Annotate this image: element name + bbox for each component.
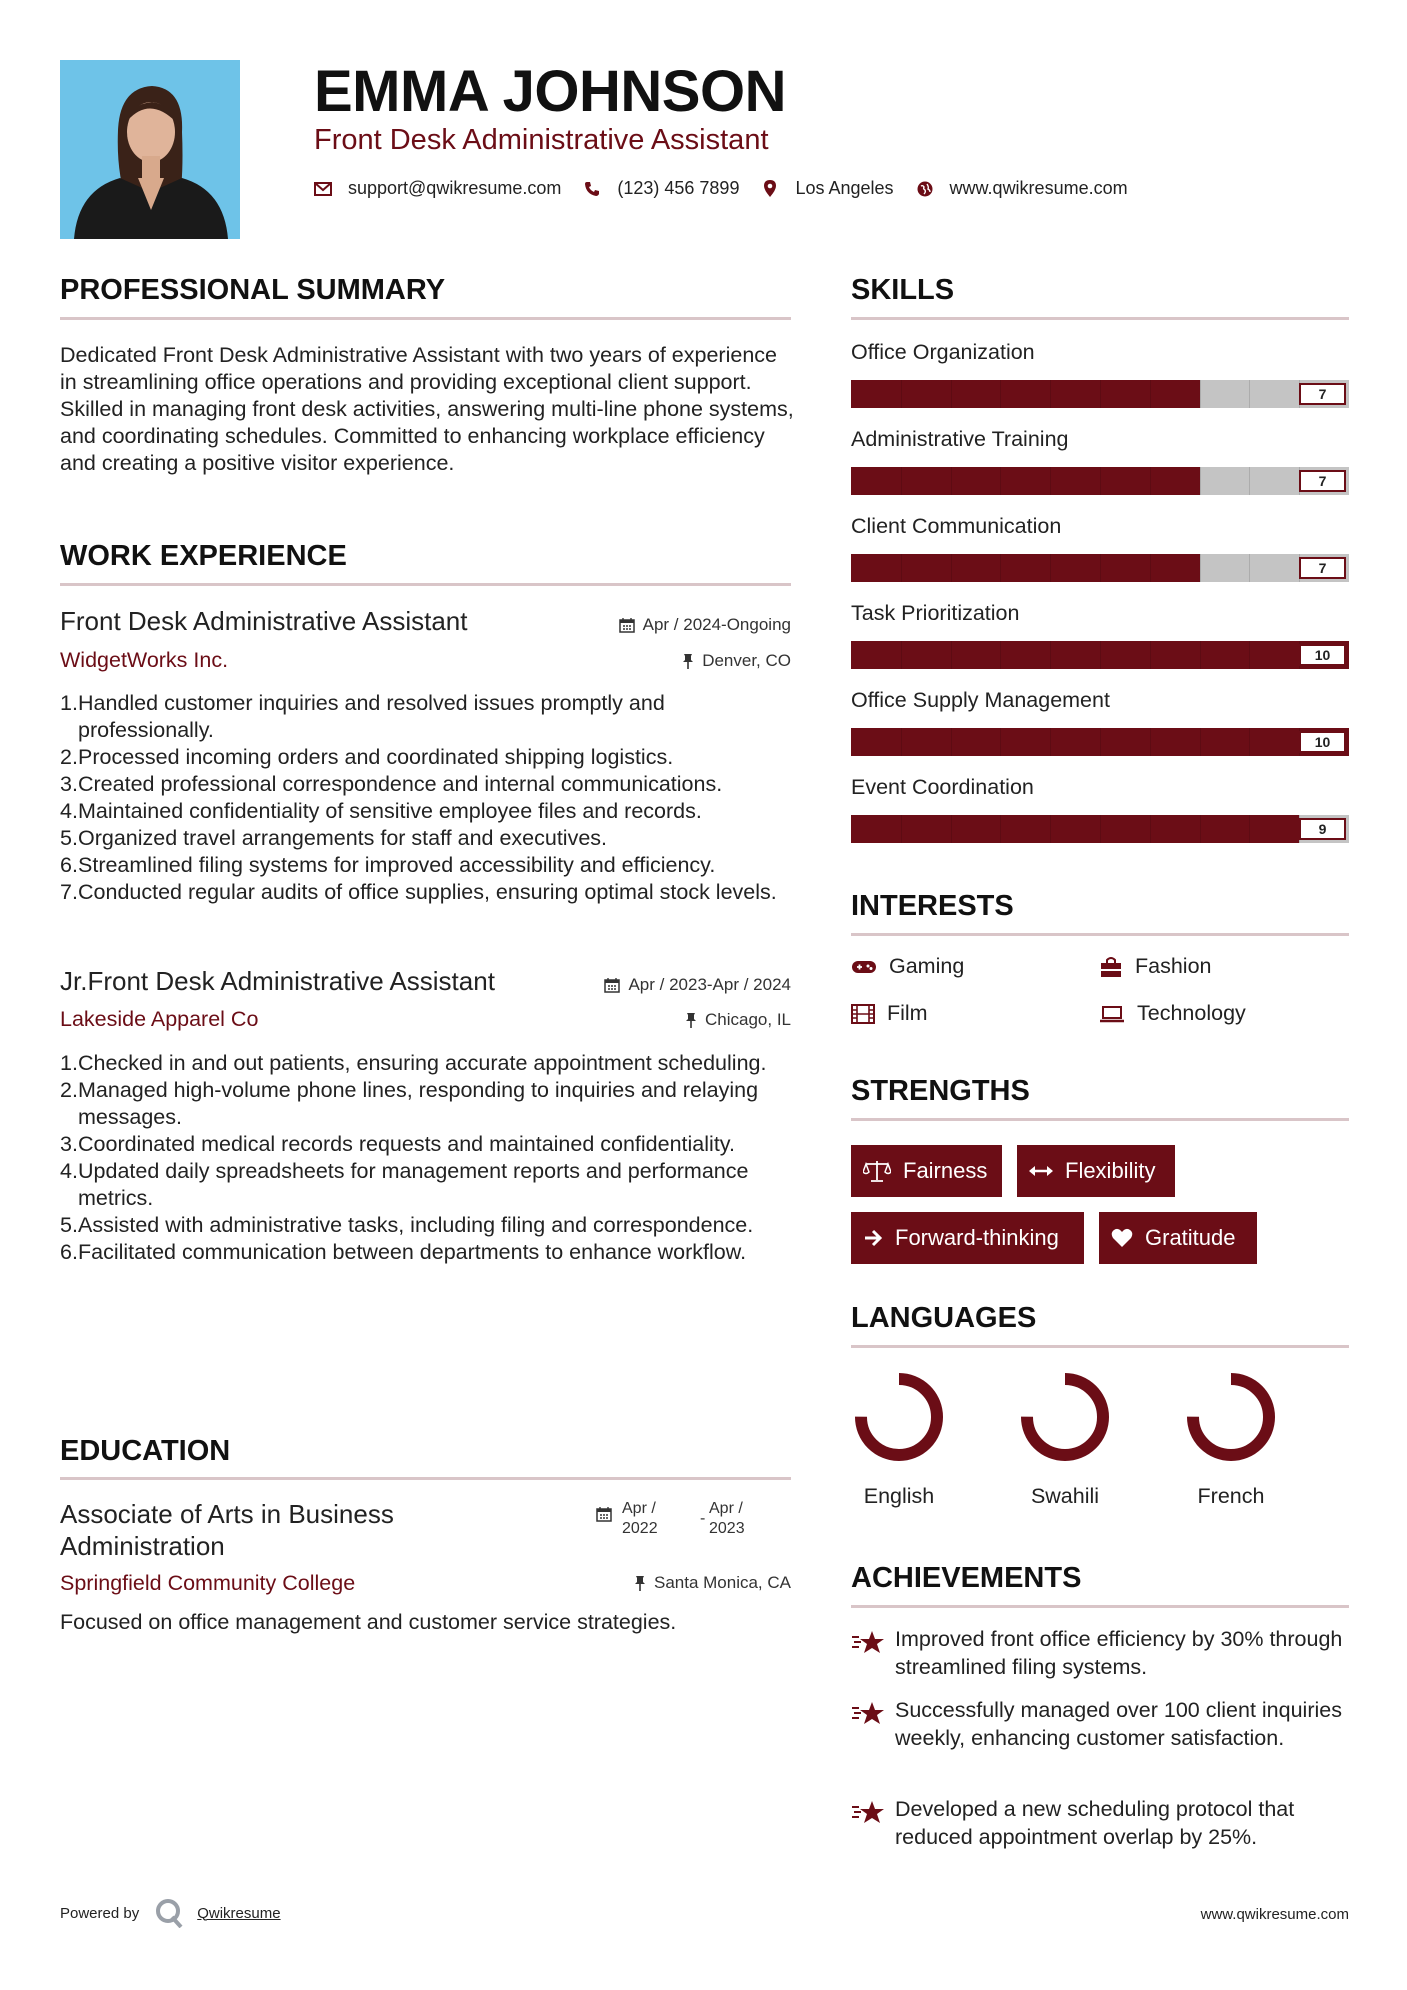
skill-bar-segment (951, 380, 952, 408)
language-ring (844, 1362, 954, 1477)
job-title: Front Desk Administrative Assistant (60, 606, 468, 636)
job-dates (619, 615, 791, 635)
job-dates-text: Apr / 2024-Ongoing (642, 615, 791, 634)
list-item: 6. Streamlined filing systems for improved accessibility and efficiency. (60, 853, 716, 877)
summary-text: Dedicated Front Desk Administrative Assistant with two years of experience in streamlining office operations and providing exceptional client support. Skilled in managing front desk activities, answering multi-line phone systems, and coordinating schedules. Committed to enhancing workplace efficiency and creating a positive visitor experience. (60, 343, 794, 475)
interest-gaming: Gaming (851, 954, 964, 979)
achievements-heading: ACHIEVEMENTS (851, 1562, 1082, 1594)
skill-bar-segment (951, 554, 952, 582)
pin-icon (634, 1575, 646, 1591)
skill-bar-fill (851, 467, 1200, 495)
job-dates-text: Apr / 2023-Apr / 2024 (628, 975, 791, 994)
skill-label: Event Coordination (851, 775, 1034, 799)
map-marker-icon (761, 180, 779, 198)
skill-bar-segment (1050, 380, 1051, 408)
skill-bar-segment (1249, 641, 1250, 669)
skill-bar-segment (901, 554, 902, 582)
education-heading: EDUCATION (60, 1435, 231, 1467)
profile-photo (60, 60, 240, 239)
skill-bar-segment (1200, 380, 1201, 408)
achievement-item: Developed a new scheduling protocol that reduced appointment overlap by 25%. (851, 1795, 1351, 1851)
website-text: www.qwikresume.com (949, 178, 1128, 198)
degree-title: Associate of Arts in Business Administration (60, 1499, 394, 1561)
film-icon (851, 1004, 875, 1024)
strength-forward-thinking: Forward-thinking (851, 1212, 1084, 1264)
achievements-divider (851, 1605, 1349, 1608)
education-divider (60, 1477, 791, 1480)
list-item: 1. Handled customer inquiries and resolved issues promptly and professionally. (60, 691, 665, 742)
skill-bar-segment (1249, 467, 1250, 495)
skill-level-badge: 9 (1299, 818, 1346, 840)
skill-bar-segment (1150, 467, 1151, 495)
skill-bar-segment (1000, 467, 1001, 495)
skill-bar-segment (901, 641, 902, 669)
skill-bar-segment (1050, 467, 1051, 495)
skill-bar-segment (1200, 467, 1201, 495)
qwikresume-logo-icon (155, 1898, 183, 1928)
skill-level-badge: 10 (1299, 731, 1346, 753)
skill-bar (851, 380, 1349, 408)
strengths-divider (851, 1118, 1349, 1121)
candidate-name: EMMA JOHNSON (314, 59, 786, 124)
phone-icon (583, 180, 601, 198)
list-item: 2. Processed incoming orders and coordinated shipping logistics. (60, 745, 674, 769)
experience-divider (60, 583, 791, 586)
skill-bar-segment (1100, 641, 1101, 669)
list-item: 7. Conducted regular audits of office supplies, ensuring optimal stock levels. (60, 880, 777, 904)
language-ring (1010, 1362, 1120, 1477)
skill-bar-segment (1100, 728, 1101, 756)
language-level-arc (1193, 1379, 1269, 1455)
interest-fashion: Fashion (1099, 954, 1212, 979)
contact-phone[interactable] (583, 178, 739, 199)
job-company: Lakeside Apparel Co (60, 1007, 259, 1031)
skill-label: Office Supply Management (851, 688, 1110, 712)
contact-email[interactable] (314, 178, 561, 199)
job-company: WidgetWorks Inc. (60, 648, 229, 672)
skill-bar-segment (1100, 815, 1101, 843)
skill-bar-segment (901, 815, 902, 843)
skill-bar-segment (951, 467, 952, 495)
shooting-star-icon (851, 1795, 895, 1851)
job-location-text: Chicago, IL (705, 1010, 791, 1029)
skill-bar-segment (1249, 380, 1250, 408)
skill-bar (851, 554, 1349, 582)
skill-bar-segment (1000, 815, 1001, 843)
skill-label: Client Communication (851, 514, 1062, 538)
pin-icon (685, 1012, 697, 1028)
skill-bar-segment (901, 728, 902, 756)
language-level-arc (861, 1379, 937, 1455)
experience-heading: WORK EXPERIENCE (60, 540, 347, 572)
skill-label: Administrative Training (851, 427, 1069, 451)
skill-label: Office Organization (851, 340, 1035, 364)
list-item: 5. Organized travel arrangements for staff and executives. (60, 826, 608, 850)
phone-text: (123) 456 7899 (617, 178, 740, 198)
candidate-title: Front Desk Administrative Assistant (314, 124, 769, 156)
skill-bar-segment (1150, 728, 1151, 756)
job-location (685, 1010, 791, 1030)
interest-technology: Technology (1099, 1001, 1246, 1026)
skill-bar-segment (1050, 815, 1051, 843)
skill-bar-segment (1000, 728, 1001, 756)
skill-bar-fill (851, 554, 1200, 582)
school-location (634, 1573, 791, 1593)
list-item: 5. Assisted with administrative tasks, including filing and correspondence. (60, 1213, 754, 1237)
footer-brand (60, 1898, 281, 1928)
skill-bar-segment (1249, 728, 1250, 756)
edu-date-separator: - (700, 1510, 706, 1527)
shooting-star-icon (851, 1696, 895, 1752)
skill-bar-segment (901, 380, 902, 408)
skill-bar-segment (1000, 554, 1001, 582)
globe-icon (916, 180, 934, 198)
achievement-item: Successfully managed over 100 client inquiries weekly, enhancing customer satisfaction. (851, 1696, 1351, 1752)
skills-heading: SKILLS (851, 274, 955, 306)
powered-by-text: Powered by (60, 1904, 140, 1922)
skill-bar-segment (1050, 554, 1051, 582)
languages-divider (851, 1345, 1349, 1348)
footer-website[interactable]: www.qwikresume.com (1200, 1906, 1349, 1923)
skill-bar-segment (951, 815, 952, 843)
skill-bar (851, 467, 1349, 495)
interest-film: Film (851, 1001, 928, 1026)
location-text: Los Angeles (795, 178, 894, 198)
language-label: French (1197, 1484, 1265, 1508)
school-location-text: Santa Monica, CA (653, 1573, 791, 1592)
strength-flexibility: Flexibility (1017, 1145, 1175, 1197)
list-item: 1. Checked in and out patients, ensuring accurate appointment scheduling. (60, 1051, 767, 1075)
skill-bar-segment (951, 641, 952, 669)
language-label: English (863, 1484, 935, 1508)
skill-level-badge: 7 (1299, 383, 1346, 405)
interests-divider (851, 933, 1349, 936)
summary-divider (60, 317, 791, 320)
list-item: 2. Managed high-volume phone lines, responding to inquiries and relaying messages. (60, 1078, 759, 1129)
calendar-icon (604, 977, 620, 993)
contact-website[interactable] (916, 178, 1128, 199)
skill-level-badge: 7 (1299, 470, 1346, 492)
skill-bar-segment (1100, 554, 1101, 582)
education-description: Focused on office management and customer service strategies. (60, 1610, 677, 1634)
job-dates (604, 975, 791, 995)
strengths-heading: STRENGTHS (851, 1075, 1030, 1107)
skill-level-badge: 7 (1299, 557, 1346, 579)
skill-label: Task Prioritization (851, 601, 1020, 625)
languages-heading: LANGUAGES (851, 1302, 1037, 1334)
gamepad-icon (851, 959, 877, 975)
list-item: 3. Created professional correspondence and internal communications. (60, 772, 723, 796)
strength-gratitude: Gratitude (1099, 1212, 1257, 1264)
list-item: 3. Coordinated medical records requests and maintained confidentiality. (60, 1132, 735, 1156)
language-level-arc (1027, 1379, 1103, 1455)
skill-bar-segment (1249, 554, 1250, 582)
arrow-right-icon (863, 1228, 883, 1248)
laptop-icon (1099, 1005, 1125, 1023)
strength-fairness: Fairness (851, 1145, 1002, 1197)
edu-start-date: Apr / 2022 (622, 1500, 658, 1537)
skill-bar-segment (1050, 641, 1051, 669)
skill-bar-segment (1100, 380, 1101, 408)
skill-bar-segment (1249, 815, 1250, 843)
skill-bar-segment (1150, 641, 1151, 669)
skill-bar-segment (901, 467, 902, 495)
calendar-icon (619, 617, 635, 633)
skill-bar-segment (1150, 815, 1151, 843)
skill-bar (851, 728, 1349, 756)
skill-bar-segment (1000, 641, 1001, 669)
skill-bar (851, 815, 1349, 843)
edu-end-date: Apr / 2023 (709, 1500, 745, 1537)
skill-bar-segment (1200, 728, 1201, 756)
list-item: 4. Updated daily spreadsheets for management reports and performance metrics. (60, 1159, 749, 1210)
list-item: 4. Maintained confidentiality of sensitive employee files and records. (60, 799, 702, 823)
job-responsibilities (60, 690, 795, 906)
skill-bar-segment (951, 728, 952, 756)
interests-heading: INTERESTS (851, 890, 1014, 922)
pin-icon (682, 653, 694, 669)
email-text: support@qwikresume.com (348, 178, 562, 198)
shooting-star-icon (851, 1625, 895, 1681)
skill-bar-fill (851, 815, 1299, 843)
job-responsibilities (60, 1050, 795, 1266)
shopping-bag-icon (1099, 956, 1123, 978)
skills-divider (851, 317, 1349, 320)
language-ring (1176, 1362, 1286, 1477)
skill-bar-segment (1200, 641, 1201, 669)
skill-bar-fill (851, 380, 1200, 408)
skill-bar-segment (1100, 467, 1101, 495)
balance-scale-icon (863, 1160, 891, 1182)
contact-bar (314, 178, 1150, 199)
skill-bar (851, 641, 1349, 669)
skill-bar-segment (1150, 380, 1151, 408)
school-name: Springfield Community College (60, 1571, 356, 1595)
calendar-icon (596, 1506, 612, 1527)
skill-bar-segment (1200, 815, 1201, 843)
job-location-text: Denver, CO (702, 651, 791, 670)
skill-level-badge: 10 (1299, 644, 1346, 666)
heart-icon (1111, 1228, 1133, 1248)
qwikresume-link[interactable]: Qwikresume (197, 1904, 281, 1922)
job-title: Jr.Front Desk Administrative Assistant (60, 966, 495, 996)
skill-bar-segment (1150, 554, 1151, 582)
achievement-item: Improved front office efficiency by 30% through streamlined filing systems. (851, 1625, 1351, 1681)
envelope-icon (314, 180, 332, 198)
list-item: 6. Facilitated communication between departments to enhance workflow. (60, 1240, 747, 1264)
language-label: Swahili (1030, 1484, 1100, 1508)
skill-bar-segment (1050, 728, 1051, 756)
arrows-horizontal-icon (1029, 1164, 1053, 1178)
skill-bar-segment (1000, 380, 1001, 408)
summary-heading: PROFESSIONAL SUMMARY (60, 274, 446, 306)
contact-location (761, 178, 893, 199)
job-location (682, 651, 791, 671)
skill-bar-segment (1200, 554, 1201, 582)
